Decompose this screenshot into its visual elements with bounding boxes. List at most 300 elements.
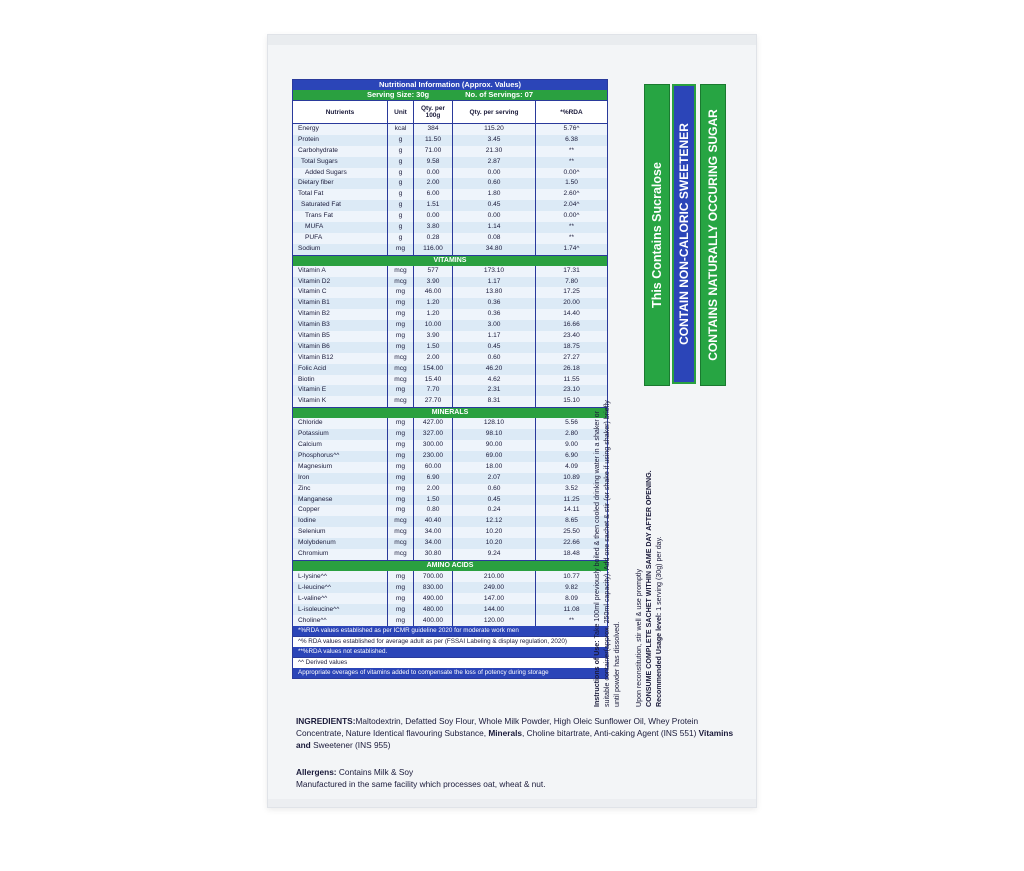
qty-per-serving: 115.20 [453, 124, 536, 135]
nutrient-unit: mcg [388, 375, 414, 386]
nutrient-unit: mg [388, 320, 414, 331]
nutrient-name: Vitamin E [293, 385, 388, 396]
nutrient-name: Energy [293, 124, 388, 135]
footnote-icmr: *%RDA values established as per ICMR guideline 2020 for moderate work men [293, 626, 607, 636]
table-row [293, 582, 607, 593]
header-rda: *%RDA [560, 108, 583, 116]
qty-per-100g: 327.00 [414, 429, 453, 440]
nutrient-name: Biotin [293, 375, 388, 386]
qty-per-serving: 0.45 [453, 342, 536, 353]
nutrient-name: Calcium [293, 440, 388, 451]
table-row [293, 178, 607, 189]
footnote-derived: ^^ Derived values [293, 657, 607, 668]
nutrient-name: Potassium [293, 429, 388, 440]
qty-per-serving: 0.60 [453, 178, 536, 189]
table-row [293, 396, 607, 407]
nutrient-unit: mg [388, 582, 414, 593]
qty-per-100g: 480.00 [414, 604, 453, 615]
qty-per-serving: 1.17 [453, 331, 536, 342]
qty-per-100g: 15.40 [414, 375, 453, 386]
qty-per-100g: 490.00 [414, 593, 453, 604]
qty-per-serving: 0.36 [453, 298, 536, 309]
qty-per-serving: 10.20 [453, 538, 536, 549]
reconstitution-text: Upon reconstitution, stir well & use promptly [635, 569, 643, 707]
rda-value: ** [568, 233, 575, 241]
qty-per-serving: 3.00 [453, 320, 536, 331]
table-row [293, 505, 607, 516]
qty-per-serving: 18.00 [453, 462, 536, 473]
nutrient-unit: mg [388, 462, 414, 473]
qty-per-serving: 2.31 [453, 385, 536, 396]
rda-value: 5.56 [565, 419, 578, 427]
table-row [293, 211, 607, 222]
ingredients-vitamins-label: Vitamins and [296, 728, 734, 750]
nutrient-name: L-isoleucine^^ [293, 604, 388, 615]
ingredients-part3: Sweetener (INS 955) [310, 740, 391, 750]
rda-value: 9.82 [565, 583, 578, 591]
rda-value: 14.40 [563, 310, 580, 318]
qty-per-serving: 12.12 [453, 516, 536, 527]
table-row [293, 527, 607, 538]
table-row [293, 287, 607, 298]
table-row [293, 385, 607, 396]
nutrient-unit: mg [388, 615, 414, 626]
footnote-not-established: **%RDA values not established. [293, 647, 607, 657]
rda-value: 0.00^ [563, 212, 580, 220]
nutrient-name: Dietary fiber [293, 178, 388, 189]
rda-value: 2.60^ [563, 190, 580, 198]
rda-value: 10.89 [563, 473, 580, 481]
qty-per-serving: 0.36 [453, 309, 536, 320]
nutrient-unit: mcg [388, 353, 414, 364]
nutrient-unit: g [388, 222, 414, 233]
rda-value: 16.66 [563, 321, 580, 329]
header-unit: Unit [388, 101, 414, 123]
rda-value: 22.66 [563, 539, 580, 547]
qty-per-100g: 1.20 [414, 309, 453, 320]
natural-sugar-banner [700, 84, 726, 386]
header-qty-100g: Qty. per 100g [414, 101, 453, 123]
table-row [293, 157, 607, 168]
table-row [293, 331, 607, 342]
qty-per-serving: 128.10 [453, 418, 536, 429]
nutrient-name: Total Sugars [293, 157, 388, 168]
nutrient-name: Total Fat [293, 189, 388, 200]
table-row [293, 516, 607, 527]
qty-per-serving: 21.30 [453, 146, 536, 157]
qty-per-serving: 0.60 [453, 484, 536, 495]
nutrient-unit: g [388, 233, 414, 244]
qty-per-100g: 0.28 [414, 233, 453, 244]
rda-value: 11.25 [563, 495, 580, 503]
rda-value: 3.52 [565, 484, 578, 492]
header-qty-serving: Qty. per serving [453, 101, 536, 123]
nutrient-name: Added Sugars [293, 168, 388, 179]
nutrient-name: Vitamin C [293, 287, 388, 298]
rda-value: 1.50 [565, 179, 578, 187]
rda-value: 23.40 [563, 332, 580, 340]
nutrient-unit: mg [388, 418, 414, 429]
rda-value: 15.10 [563, 397, 580, 405]
vitamins-group [293, 266, 607, 408]
amino-group [293, 571, 607, 626]
nutrient-name: Sodium [293, 244, 388, 255]
nutrient-unit: mg [388, 484, 414, 495]
table-row [293, 168, 607, 179]
rda-value: 23.10 [563, 386, 580, 394]
table-row [293, 429, 607, 440]
nutrient-name: L-lysine^^ [293, 571, 388, 582]
nutrient-unit: mcg [388, 549, 414, 560]
qty-per-100g: 2.00 [414, 178, 453, 189]
nutrient-name: L-valine^^ [293, 593, 388, 604]
nutrient-name: Vitamin B6 [293, 342, 388, 353]
nutrient-name: Folic Acid [293, 364, 388, 375]
table-row [293, 277, 607, 288]
rda-value: 5.76^ [563, 125, 580, 132]
nutrient-name: Iodine [293, 516, 388, 527]
ingredients-label: INGREDIENTS: [296, 716, 356, 726]
rda-value: ** [568, 223, 575, 231]
qty-per-100g: 34.00 [414, 538, 453, 549]
qty-per-100g: 3.90 [414, 331, 453, 342]
qty-per-100g: 46.00 [414, 287, 453, 298]
qty-per-100g: 400.00 [414, 615, 453, 626]
qty-per-serving: 0.45 [453, 200, 536, 211]
usage-notes [634, 391, 664, 707]
rda-value: 6.90 [565, 451, 578, 459]
rda-value: 27.27 [563, 353, 580, 361]
table-row [293, 571, 607, 582]
rda-value: 6.38 [565, 135, 578, 143]
qty-per-serving: 144.00 [453, 604, 536, 615]
qty-per-100g: 30.80 [414, 549, 453, 560]
nutrient-name: Saturated Fat [293, 200, 388, 211]
qty-per-100g: 0.80 [414, 505, 453, 516]
nutrient-unit: mg [388, 244, 414, 255]
qty-per-serving: 90.00 [453, 440, 536, 451]
qty-per-serving: 0.45 [453, 495, 536, 506]
qty-per-100g: 230.00 [414, 451, 453, 462]
table-row [293, 440, 607, 451]
nutrient-name: Copper [293, 505, 388, 516]
rda-value: 18.75 [563, 342, 580, 350]
rda-value: 11.55 [563, 375, 580, 383]
rda-value: 11.08 [563, 605, 580, 613]
qty-per-100g: 40.40 [414, 516, 453, 527]
rda-value: ** [568, 146, 575, 154]
rda-value: 2.04^ [563, 201, 580, 209]
minerals-heading: MINERALS [293, 407, 607, 418]
qty-per-100g: 1.50 [414, 342, 453, 353]
serving-size: Serving Size: 30g [366, 90, 430, 99]
qty-per-100g: 71.00 [414, 146, 453, 157]
qty-per-serving: 46.20 [453, 364, 536, 375]
nutrient-unit: mg [388, 331, 414, 342]
nutrient-name: Protein [293, 135, 388, 146]
nutrient-unit: mg [388, 593, 414, 604]
qty-per-100g: 0.00 [414, 168, 453, 179]
instructions-panel [592, 391, 734, 707]
nutrient-unit: g [388, 157, 414, 168]
qty-per-100g: 1.51 [414, 200, 453, 211]
nutrient-unit: mg [388, 571, 414, 582]
nutrient-unit: mg [388, 440, 414, 451]
box-bottom-flap [268, 799, 756, 807]
table-row [293, 375, 607, 386]
qty-per-100g: 700.00 [414, 571, 453, 582]
nutrient-name: Selenium [293, 527, 388, 538]
nutrient-name: PUFA [293, 233, 388, 244]
nutrients-group [293, 124, 607, 255]
rda-value: 17.31 [563, 266, 580, 274]
rda-value: ** [568, 157, 575, 165]
table-row [293, 135, 607, 146]
table-row [293, 353, 607, 364]
table-row [293, 593, 607, 604]
instructions-of-use [592, 391, 622, 707]
qty-per-100g: 2.00 [414, 353, 453, 364]
table-row [293, 200, 607, 211]
rda-value: 18.48 [563, 549, 580, 557]
servings-count: No. of Servings: 07 [465, 90, 534, 99]
usage-label: Recommended Usage level: [655, 612, 663, 707]
qty-per-100g: 3.80 [414, 222, 453, 233]
qty-per-serving: 0.00 [453, 211, 536, 222]
consume-warning: CONSUME COMPLETE SACHET WITHIN SAME DAY AFTER OPENING. [645, 470, 653, 707]
nutrient-unit: kcal [388, 124, 414, 135]
qty-per-100g: 27.70 [414, 396, 453, 407]
nutrient-name: Chloride [293, 418, 388, 429]
nutrient-unit: g [388, 168, 414, 179]
rda-value: 8.09 [565, 594, 578, 602]
nutrient-unit: mcg [388, 277, 414, 288]
table-row [293, 484, 607, 495]
qty-per-100g: 9.58 [414, 157, 453, 168]
non-caloric-banner [672, 84, 696, 384]
qty-per-serving: 173.10 [453, 266, 536, 277]
nutrient-name: Vitamin K [293, 396, 388, 407]
nutrient-name: Vitamin B5 [293, 331, 388, 342]
qty-per-serving: 1.80 [453, 189, 536, 200]
qty-per-100g: 10.00 [414, 320, 453, 331]
non-caloric-text: CONTAIN NON-CALORIC SWEETENER [677, 123, 691, 345]
qty-per-serving: 2.07 [453, 473, 536, 484]
nutrient-unit: g [388, 189, 414, 200]
rda-value: 4.09 [565, 462, 578, 470]
allergens-label: Allergens: [296, 767, 337, 777]
allergens-value: Contains Milk & Soy [336, 767, 414, 777]
qty-per-serving: 3.45 [453, 135, 536, 146]
amino-heading: AMINO ACIDS [293, 560, 607, 571]
table-row [293, 146, 607, 157]
instructions-text: Take 100ml previously boiled & then cooled drinking water in a shaker or suitable container(approx. 250ml capacity). Add one sachet & stir (or shake if using shaker) briefly until powder has dissolved. [593, 400, 621, 707]
nutrient-unit: mg [388, 385, 414, 396]
qty-per-100g: 1.50 [414, 495, 453, 506]
ingredients-text [296, 715, 736, 751]
qty-per-serving: 34.80 [453, 244, 536, 255]
qty-per-100g: 6.90 [414, 473, 453, 484]
rda-value: 20.00 [563, 299, 580, 307]
nutrient-unit: mcg [388, 396, 414, 407]
table-row [293, 604, 607, 615]
header-nutrients: Nutrients [293, 101, 388, 123]
table-row [293, 309, 607, 320]
nutrient-name: Carbohydrate [293, 146, 388, 157]
nutrient-name: Manganese [293, 495, 388, 506]
nutrient-name: Vitamin B2 [293, 309, 388, 320]
qty-per-serving: 10.20 [453, 527, 536, 538]
qty-per-serving: 1.17 [453, 277, 536, 288]
nutrient-name: Vitamin B12 [293, 353, 388, 364]
nutrient-name: Trans Fat [293, 211, 388, 222]
nutrient-unit: g [388, 200, 414, 211]
nutrient-unit: mg [388, 604, 414, 615]
allergens-text [296, 766, 736, 790]
nutrient-unit: mg [388, 429, 414, 440]
nutrient-unit: mcg [388, 516, 414, 527]
qty-per-100g: 6.00 [414, 189, 453, 200]
nutrient-unit: mcg [388, 527, 414, 538]
table-row [293, 124, 607, 135]
nutrient-unit: g [388, 211, 414, 222]
table-row [293, 451, 607, 462]
nutrient-unit: mg [388, 298, 414, 309]
table-row [293, 233, 607, 244]
nutrient-name: Vitamin D2 [293, 277, 388, 288]
qty-per-100g: 154.00 [414, 364, 453, 375]
table-row [293, 298, 607, 309]
qty-per-serving: 210.00 [453, 571, 536, 582]
table-row [293, 473, 607, 484]
nutrient-name: L-leucine^^ [293, 582, 388, 593]
qty-per-100g: 830.00 [414, 582, 453, 593]
nutrient-unit: mg [388, 287, 414, 298]
nutrient-unit: mg [388, 342, 414, 353]
ingredients-minerals-label: Minerals [488, 728, 522, 738]
table-title: Nutritional Information (Approx. Values) [293, 80, 607, 90]
nutrient-name: Vitamin B1 [293, 298, 388, 309]
rda-value: 10.77 [563, 572, 580, 580]
nutrient-name: Molybdenum [293, 538, 388, 549]
nutrient-name: Vitamin A [293, 266, 388, 277]
table-row [293, 342, 607, 353]
qty-per-serving: 13.80 [453, 287, 536, 298]
nutrient-unit: mcg [388, 538, 414, 549]
nutrient-unit: mg [388, 505, 414, 516]
rda-value: 8.65 [565, 517, 578, 525]
nutrient-unit: mg [388, 451, 414, 462]
rda-value: 2.80 [565, 430, 578, 438]
sucralose-banner [644, 84, 670, 386]
nutrient-unit: mcg [388, 364, 414, 375]
vitamins-heading: VITAMINS [293, 255, 607, 266]
table-header [293, 100, 607, 124]
natural-sugar-text: CONTAINS NATURALLY OCCURING SUGAR [706, 109, 720, 361]
qty-per-100g: 0.00 [414, 211, 453, 222]
nutrient-name: Iron [293, 473, 388, 484]
qty-per-serving: 2.87 [453, 157, 536, 168]
nutrient-unit: mg [388, 473, 414, 484]
rda-value: 9.00 [565, 441, 578, 449]
qty-per-100g: 60.00 [414, 462, 453, 473]
box-top-flap [268, 35, 756, 45]
table-row [293, 538, 607, 549]
qty-per-100g: 34.00 [414, 527, 453, 538]
nutrient-unit: g [388, 135, 414, 146]
table-row [293, 615, 607, 626]
table-row [293, 189, 607, 200]
nutrient-unit: mg [388, 495, 414, 506]
qty-per-serving: 98.10 [453, 429, 536, 440]
qty-per-100g: 300.00 [414, 440, 453, 451]
nutrient-name: Phosphorus^^ [293, 451, 388, 462]
sucralose-text: This Contains Sucralose [650, 162, 664, 308]
qty-per-100g: 11.50 [414, 135, 453, 146]
footnote-fssai: ^% RDA values established for average adult as per (FSSAI Labeling & display regulation, 2020) [293, 636, 607, 647]
rda-value: 17.25 [563, 288, 580, 296]
rda-value: ** [568, 616, 575, 624]
table-row [293, 320, 607, 331]
qty-per-100g: 7.70 [414, 385, 453, 396]
qty-per-serving: 0.24 [453, 505, 536, 516]
table-row [293, 462, 607, 473]
qty-per-100g: 116.00 [414, 244, 453, 255]
table-row [293, 364, 607, 375]
rda-value: 26.18 [563, 364, 580, 372]
qty-per-serving: 0.60 [453, 353, 536, 364]
rda-value: 1.74^ [563, 244, 580, 252]
qty-per-serving: 249.00 [453, 582, 536, 593]
table-row [293, 495, 607, 506]
qty-per-serving: 8.31 [453, 396, 536, 407]
nutrient-name: MUFA [293, 222, 388, 233]
table-row [293, 549, 607, 560]
table-row [293, 266, 607, 277]
qty-per-100g: 577 [414, 266, 453, 277]
nutrient-name: Vitamin B3 [293, 320, 388, 331]
qty-per-serving: 120.00 [453, 615, 536, 626]
table-row [293, 222, 607, 233]
nutrient-name: Magnesium [293, 462, 388, 473]
nutrient-unit: g [388, 178, 414, 189]
qty-per-100g: 2.00 [414, 484, 453, 495]
qty-per-100g: 1.20 [414, 298, 453, 309]
qty-per-serving: 9.24 [453, 549, 536, 560]
rda-value: 0.00^ [563, 168, 580, 176]
qty-per-100g: 3.90 [414, 277, 453, 288]
qty-per-serving: 4.62 [453, 375, 536, 386]
nutrient-name: Chromium [293, 549, 388, 560]
qty-per-serving: 0.00 [453, 168, 536, 179]
ingredients-part2: , Choline bitartrate, Anti-caking Agent (INS 551) [522, 728, 699, 738]
qty-per-serving: 69.00 [453, 451, 536, 462]
table-row [293, 244, 607, 255]
serving-bar [293, 90, 607, 100]
qty-per-serving: 1.14 [453, 222, 536, 233]
footnote-overages: Appropriate overages of vitamins added to compensate the loss of potency during storage [293, 668, 607, 678]
minerals-group [293, 418, 607, 560]
nutrition-table [292, 79, 608, 679]
table-row [293, 418, 607, 429]
rda-value: 14.11 [563, 506, 580, 514]
qty-per-100g: 384 [414, 124, 453, 135]
rda-value: 25.50 [563, 528, 580, 536]
nutrient-name: Zinc [293, 484, 388, 495]
nutrient-name: Choline^^ [293, 615, 388, 626]
rda-value: 7.80 [565, 277, 578, 285]
qty-per-serving: 147.00 [453, 593, 536, 604]
